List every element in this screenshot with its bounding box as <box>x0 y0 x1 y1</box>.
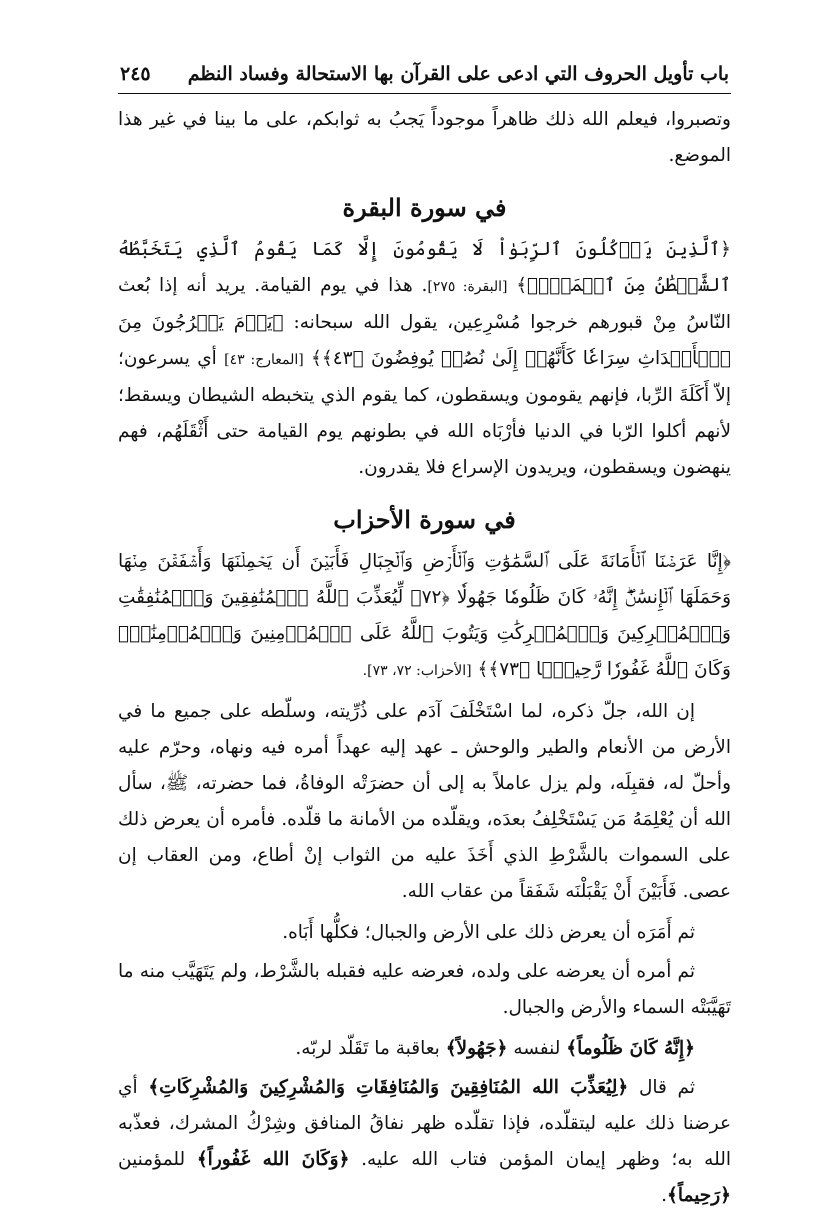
quran-quote: ﴿لِيُعَذِّبَ الله المُنَافِقِينَ وَالمُنَافِقَاتِ وَالمُشْرِكِينَ وَالمُشْرِكَاتِ﴾ <box>148 1076 629 1098</box>
commentary-text: أي يسرعون؛ إلاّ أَكَلَةَ الرِّبا، فإنهم يقومون ويسقطون، كما يقوم الذي يتخبطه الشيطان ويسقط؛ لأنهم أكلوا الرّبا في الدنيا فأرْبَاه الله في بطونهم يوم القيامة حتى أَثْقَلَهُم، فهم ينهضون ويسقطون، ويريدون الإسراع فلا يقدرون. <box>118 347 731 478</box>
quran-quote: ﴿وَكَانَ الله غَفُوراً﴾ <box>196 1148 350 1170</box>
page-content <box>118 94 731 1214</box>
commentary-text: للمؤمنين <box>118 1148 186 1170</box>
opening-paragraph: وتصبروا، فيعلم الله ذلك ظاهراً موجوداً يَجبُ به ثوابكم، على ما بينا في غير هذا الموضع. <box>118 108 731 166</box>
quran-verse: ﴿يَوۡمَ يَخۡرُجُونَ مِنَ ٱلۡأَجۡدَاثِ سِرَاعٗا كَأَنَّهُمۡ إِلَىٰ نُصُبٖ يُوفِضُونَ ﴿٤٣﴾﴾ <box>118 311 731 369</box>
verse-reference: [المعارج: ٤٣] <box>224 351 304 368</box>
section-heading-ahzab: في سورة الأحزاب <box>333 504 516 534</box>
quran-verse: ﴿ٱلَّذِينَ يَأۡكُلُونَ ٱلرِّبَوٰاْ لَا يَقُومُونَ إِلَّا كَمَا يَقُومُ ٱلَّذِي يَتَخَبَّطُهُ ٱلشَّيۡطَٰنُ مِنَ ٱلۡمَسِّۚ﴾ <box>118 238 731 296</box>
commentary-paragraph: إن الله، جلّ ذكره، لما اسْتَخْلَفَ آدَم على ذُرِّيته، وسلّطه على جميع ما في الأرض من الأنعام والطير والوحش ـ عهد إليه عهداً أمره فيه ونهاه، وحرّم عليه وأحلّ له، فقبِلَه، ولم يزل عاملاً به إلى أن حضرَتْه الوفاةُ، فما حضرته، ﷺ، سأل الله أن يُعْلِمَهُ مَن يَسْتَخْلِفُ بعدَه، ويقلّده من الأمانة ما قلّده. فأمره أن يعرض ذلك على السموات بالشَّرْطِ الذي أَخَذَ عليه من الثواب إنْ أطاع، ومن العقاب إن عصى. فَأَبَيْنَ أَنْ يَقْبَلْنَه شَفَقاً من عقاب الله. <box>118 700 731 902</box>
commentary-text: ثم قال <box>638 1076 696 1098</box>
commentary-text: بعاقبة ما تَقَلّد لربّه. <box>295 1037 440 1059</box>
commentary-text: . هذا في يوم القيامة. يريد أنه إذا بُعث النّاسُ مِنْ قبورهم خرجوا مُسْرِعِين، يقول الله سبحانه: <box>118 274 731 333</box>
commentary-paragraph <box>118 1031 731 1067</box>
ahzab-verse-paragraph <box>118 544 731 689</box>
commentary-paragraph: ثم أَمَرَه أن يعرض ذلك على الأرض والجبال؛ فكلُّها أَبَاه. <box>282 921 695 943</box>
chapter-title: باب تأويل الحروف التي ادعى على القرآن بها الاستحالة وفساد النظم <box>187 63 729 85</box>
quran-quote: ﴿جَهُولاً﴾ <box>445 1037 508 1059</box>
commentary-text: أي عرضنا ذلك عليه ليتقلّده، فإذا تقلّده ظهر نفاقُ المنافق وشِرْكُ المشرك، فعذّبه الله به؛ وظهر إيمان المؤمن فتاب الله عليه. <box>118 1076 731 1170</box>
commentary-text: لنفسه <box>513 1037 561 1059</box>
commentary-paragraph: ثم أمره أن يعرضه على ولده، فعرضه عليه فقبله بالشَّرْط، ولم يَتَهَيَّب منه ما تَهَيَّبَتْه السماء والأرض والجبال. <box>118 960 731 1018</box>
quran-verse: ﴿إِنَّا عَرَضۡنَا ٱلۡأَمَانَةَ عَلَى ٱلسَّمَٰوَٰتِ وَٱلۡأَرۡضِ وَٱلۡجِبَالِ فَأَبَيۡنَ أَن يَحۡمِلۡنَهَا وَأَشۡفَقۡنَ مِنۡهَا وَحَمَلَهَا ٱلۡإِنسَٰنُۖ إِنَّهُۥ كَانَ ظَلُومٗا جَهُولٗا ﴿٧٢﴾ لِّيُعَذِّبَ ٱللَّهُ ٱلۡمُنَٰفِقِينَ وَٱلۡمُنَٰفِقَٰتِ وَٱلۡمُشۡرِكِينَ وَٱلۡمُشۡرِكَٰتِ وَيَتُوبَ ٱللَّهُ عَلَى ٱلۡمُؤۡمِنِينَ وَٱلۡمُؤۡمِنَٰتِۗ وَكَانَ ٱللَّهُ غَفُورٗا رَّحِيمَۢا ﴿٧٣﴾﴾ <box>118 550 732 680</box>
section-heading-baqarah: في سورة البقرة <box>342 192 507 222</box>
quran-quote: ﴿إِنَّهُ كَانَ ظَلُوماً﴾ <box>566 1037 695 1059</box>
page-number: ٢٤٥ <box>120 63 151 85</box>
verse-reference: [الأحزاب: ٧٢، ٧٣]. <box>362 662 472 679</box>
running-header <box>118 62 731 94</box>
verse-reference: [البقرة: ٢٧٥] <box>427 278 508 295</box>
commentary-text: . <box>661 1184 668 1206</box>
baqarah-paragraph <box>118 232 731 486</box>
quran-quote: ﴿رَحِيماً﴾ <box>667 1184 731 1206</box>
commentary-paragraph <box>118 1070 731 1214</box>
